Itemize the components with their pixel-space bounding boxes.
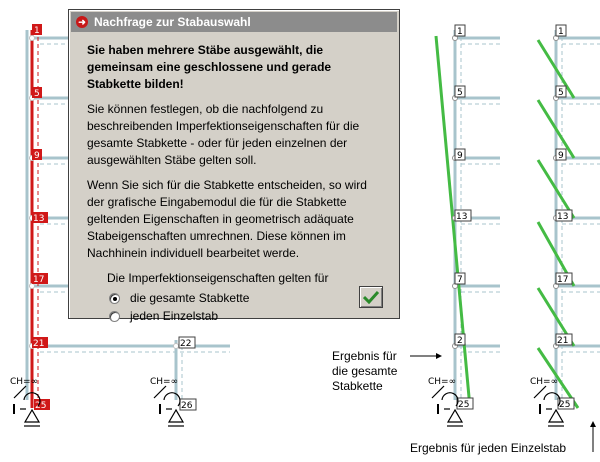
svg-text:13: 13 (557, 212, 569, 222)
svg-text:CH=∞: CH=∞ (150, 377, 179, 387)
svg-text:13: 13 (456, 212, 468, 222)
chain-member-label[interactable] (455, 86, 465, 98)
member-label-13[interactable] (32, 212, 48, 224)
individual-member-label[interactable] (556, 25, 566, 37)
individual-result-model (530, 25, 600, 452)
svg-text:1: 1 (558, 27, 564, 37)
svg-text:17: 17 (557, 275, 569, 285)
option-label: jeden Einzelstab (130, 308, 219, 323)
chain-member-label[interactable] (457, 398, 473, 410)
radio-gesamte-stabkette[interactable] (109, 293, 120, 304)
dialog-titlebar[interactable] (71, 12, 397, 32)
svg-text:17: 17 (33, 275, 45, 285)
option-gesamte-stabkette[interactable] (109, 289, 387, 307)
svg-text:26: 26 (181, 401, 193, 411)
member-label-22[interactable] (179, 337, 195, 349)
member-label-9[interactable] (32, 149, 42, 161)
individual-member-label[interactable] (556, 149, 566, 161)
member-label-5[interactable] (32, 87, 42, 99)
svg-text:CH=∞: CH=∞ (530, 377, 559, 387)
member-label-21[interactable] (32, 337, 48, 349)
svg-text:22: 22 (180, 339, 192, 349)
individual-member-label[interactable] (556, 273, 572, 285)
svg-text:5: 5 (457, 88, 463, 98)
caption-individual-result: Ergebnis für jeden Einzelstab (410, 441, 567, 455)
radio-jeden-einzelstab[interactable] (109, 311, 120, 322)
dialog-paragraph-1: Sie können festlegen, ob die nachfolgend zu beschreibenden Imperfektionseigenschaften für die gesamte Stabkette - oder für jeden einzelnen der ausgewählten Stäbe gelten soll. (87, 102, 360, 167)
dialog-heading: Sie haben mehrere Stäbe ausgewählt, die gemeinsam eine geschlossene und gerade Stabkette bilden! (87, 43, 332, 91)
svg-text:1: 1 (34, 26, 40, 36)
chain-member-label[interactable] (455, 149, 465, 161)
dialog-title: Nachfrage zur Stabauswahl (94, 15, 251, 29)
ok-button[interactable] (359, 286, 383, 308)
svg-text:25: 25 (559, 400, 571, 410)
stabauswahl-dialog (68, 9, 400, 323)
svg-text:5: 5 (558, 88, 564, 98)
member-label-26[interactable] (180, 399, 196, 411)
support-spring-icon-3 (428, 377, 463, 426)
chain-member-label[interactable] (455, 273, 465, 285)
svg-text:1: 1 (457, 27, 463, 37)
arrow-right-icon: ➜ (76, 16, 88, 28)
dialog-paragraph-2: Wenn Sie sich für die Stabkette entscheiden, so wird der grafische Eingabemodul die für die Stabkette geltenden Eigenschaften in geometrisch adäquate Stabeigenschaften umrechnen. Diese können im Nachhinein individuell bearbeitet werde. (87, 178, 367, 260)
individual-member-label[interactable] (556, 86, 566, 98)
caption-chain-result: Ergebnis für die gesamte Stabkette (332, 349, 398, 393)
svg-text:CH=∞: CH=∞ (10, 377, 39, 387)
chain-member-label[interactable] (455, 25, 465, 37)
svg-text:25: 25 (35, 401, 47, 411)
svg-text:9: 9 (558, 151, 564, 161)
member-label-17[interactable] (32, 273, 48, 285)
chain-member-label[interactable] (455, 210, 471, 222)
support-spring-icon-2 (150, 377, 184, 426)
individual-member-label[interactable] (556, 210, 572, 222)
svg-text:5: 5 (34, 89, 40, 99)
member-label-1[interactable] (32, 24, 42, 36)
member-label-25[interactable] (34, 399, 50, 411)
chain-member-label[interactable] (455, 334, 465, 346)
svg-text:13: 13 (33, 214, 45, 224)
individual-member-label[interactable] (556, 334, 572, 346)
svg-text:21: 21 (557, 336, 569, 346)
option-jeden-einzelstab[interactable] (109, 307, 387, 325)
options-label: Die Imperfektionseigenschaften gelten für (107, 271, 329, 285)
option-label: die gesamte Stabkette (130, 290, 250, 305)
svg-text:9: 9 (34, 151, 40, 161)
svg-text:21: 21 (33, 339, 45, 349)
chain-result-model (410, 25, 500, 426)
svg-text:7: 7 (457, 275, 463, 285)
svg-text:9: 9 (457, 151, 463, 161)
dialog-content (87, 42, 387, 325)
svg-text:25: 25 (458, 400, 470, 410)
checkmark-icon (363, 290, 379, 304)
svg-text:CH=∞: CH=∞ (428, 377, 457, 387)
svg-text:2: 2 (457, 336, 463, 346)
